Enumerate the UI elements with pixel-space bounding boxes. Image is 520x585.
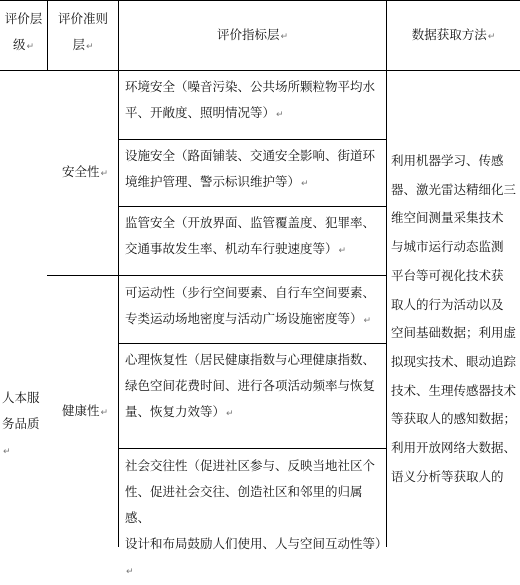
paragraph-mark: ↵ (276, 110, 284, 120)
indicator-line: 性、促进社会交往、创造社区和邻里的归属感、 (125, 484, 363, 525)
indicator-facility-safety (125, 143, 383, 197)
indicator-line: 设计和布局鼓励人们使用、人与空间互动性等） (125, 536, 388, 551)
level-line1: 人本服 (2, 390, 40, 405)
criteria-health (62, 398, 118, 426)
header-level (0, 6, 47, 60)
paragraph-mark: ↵ (338, 246, 347, 256)
indicator-line: 量、恢复力效等） (125, 404, 226, 419)
method-line: 技术、生理传感器技术 (391, 382, 517, 398)
header-indicator-text: 评价指标层 (216, 27, 280, 42)
header-criteria-line1: 评价准则 (57, 11, 108, 26)
paragraph-mark: ↵ (280, 32, 289, 42)
indicator-line: 绿色空间花费时间、进行各项活动频率与恢复 (125, 378, 376, 393)
method-line: 语义分析等获取人的 (391, 468, 504, 484)
header-level-line2: 级 (12, 37, 26, 52)
criteria-safety (62, 159, 118, 187)
paragraph-mark: ↵ (301, 179, 309, 189)
indicator-exercisability (125, 280, 383, 334)
indicator-line: 可运动性（步行空间要素、自行车空间要素、 (125, 285, 376, 300)
header-indicator (119, 22, 386, 50)
indicator-psychological-recovery (125, 347, 383, 427)
paragraph-mark: ↵ (100, 408, 109, 418)
paragraph-mark: ↵ (85, 42, 94, 52)
table-top-border (0, 0, 520, 1)
indicator-line: 环境安全（噪音污染、公共场所颗粒物平均水 (125, 79, 376, 94)
header-bottom-border (0, 70, 520, 71)
header-level-line1: 评价层 (4, 11, 43, 26)
indicator-line: 设施安全（路面铺装、交通安全影响、街道环 (125, 148, 376, 163)
row-divider-2 (118, 206, 386, 207)
method-line: 空间基础数据；利用虚 (391, 325, 517, 341)
method-line: 与城市运行动态监测 (391, 239, 504, 255)
paragraph-mark: ↵ (363, 316, 372, 326)
indicator-line: 境维护管理、警示标识维护等） (125, 174, 301, 189)
indicator-line: 社会交往性（促进社区参与、反映当地社区个 (125, 458, 376, 473)
criteria-safety-text: 安全性 (62, 164, 100, 179)
indicator-line: 平、开敞度、照明情况等） (125, 105, 276, 120)
paragraph-mark: ↵ (26, 42, 35, 52)
indicator-line: 心理恢复性（居民健康指数与心理健康指数、 (125, 352, 376, 367)
method-line: 取人的行为活动以及 (391, 296, 504, 312)
row-divider-5 (118, 448, 386, 449)
paragraph-mark: ↵ (126, 567, 134, 577)
method-line: 平台等可视化技术获 (391, 267, 504, 283)
paragraph-mark: ↵ (226, 409, 234, 419)
method-cell (391, 147, 520, 491)
level-cell (2, 385, 48, 465)
method-line: 利用开放网络大数据、 (391, 440, 517, 456)
paragraph-mark: ↵ (100, 169, 109, 179)
method-line: 维空间测量采集技术 (391, 210, 504, 226)
indicator-environment-safety (125, 74, 383, 128)
header-criteria-line2: 层 (72, 37, 85, 52)
level-line2: 务品质 (2, 416, 40, 431)
method-line: 器、激光雷达精细化三 (391, 181, 517, 197)
col-divider-3 (386, 0, 387, 547)
indicator-social-interaction (125, 453, 388, 585)
method-line: 等获取人的感知数据； (391, 411, 517, 427)
indicator-supervision-safety (125, 210, 383, 264)
header-method (387, 22, 520, 50)
header-criteria (48, 6, 118, 60)
indicator-line: 监管安全（开放界面、监管覆盖度、犯罪率、 (125, 215, 376, 230)
method-line: 拟现实技术、眼动追踪 (391, 353, 517, 369)
indicator-line: 交通事故发生率、机动车行驶速度等） (125, 241, 338, 256)
paragraph-mark: ↵ (487, 32, 496, 42)
criteria-health-text: 健康性 (62, 403, 100, 418)
row-divider-1 (118, 139, 386, 140)
header-method-text: 数据获取方法 (411, 27, 487, 42)
paragraph-mark: ↵ (3, 447, 11, 457)
criteria-divider (47, 275, 386, 276)
indicator-line: 专类运动场地密度与活动广场设施密度等） (125, 311, 363, 326)
method-line: 利用机器学习、传感 (391, 153, 504, 168)
row-divider-4 (118, 343, 386, 344)
col-divider-2 (118, 0, 119, 547)
